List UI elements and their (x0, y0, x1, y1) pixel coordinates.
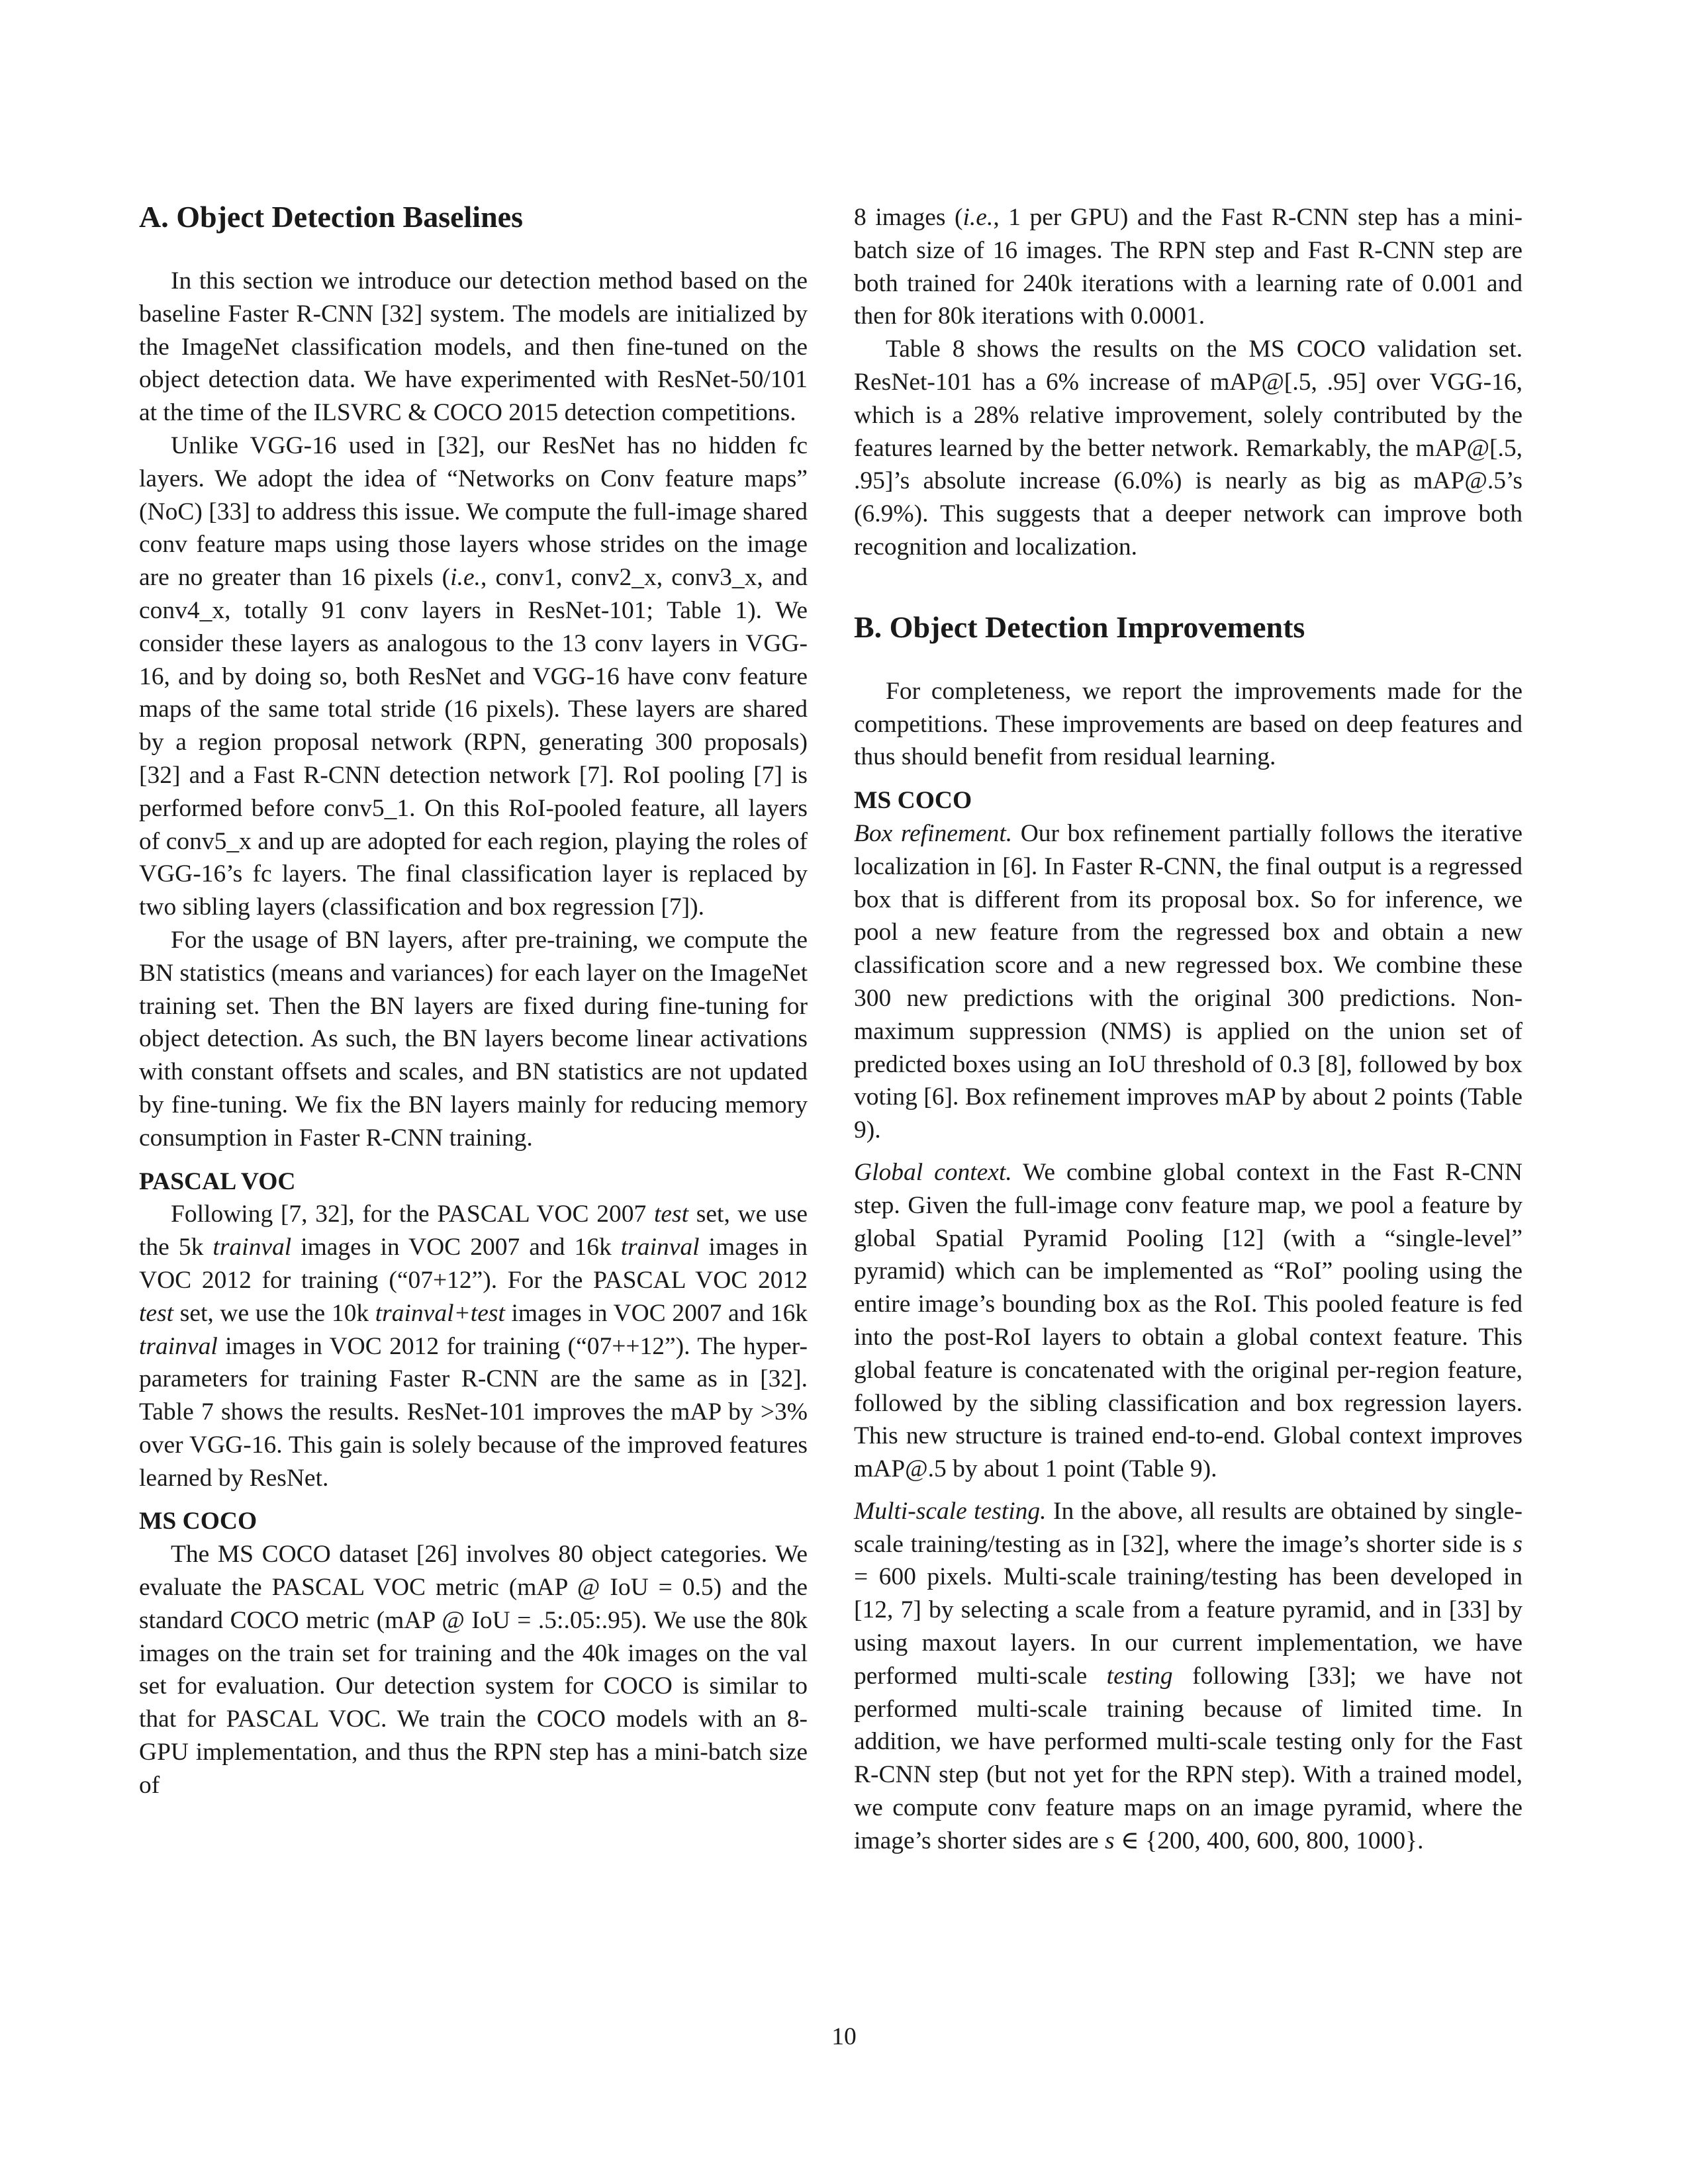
section-a-title: A. Object Detection Baselines (139, 200, 523, 234)
paragraph-continued: 8 images (i.e., 1 per GPU) and the Fast R-CNN step has a mini-batch size of 16 images. The RPN step and Fast R-CNN step are both trained for 240k iterations with a learning rate of 0.001 and then for 80k iterations with 0.0001. (854, 204, 1523, 330)
paragraph-multi-scale-testing: Multi-scale testing. In the above, all results are obtained by single-scale training/testing as in [32], where the image’s shorter side is s = 600 pixels. Multi-scale training/testing has been developed in [12, 7] by selecting a scale from a feature pyramid, and in [33] by using maxout layers. In our current implementation, we have performed multi-scale testing following [33]; we have not performed multi-scale training because of limited time. In addition, we have performed multi-scale testing only for the Fast R-CNN step (but not yet for the RPN step). With a trained model, we compute conv feature maps on an image pyramid, where the image’s shorter sides are s ∈ {200, 400, 600, 800, 1000}. (854, 1497, 1523, 1854)
right-column (854, 201, 1523, 1858)
ms-coco-heading-right: MS COCO (854, 787, 972, 815)
paragraph-pascal-voc: Following [7, 32], for the PASCAL VOC 2007 test set, we use the 5k trainval images in VOC 2007 and 16k trainval images in VOC 2012 for training (“07+12”). For the PASCAL VOC 2012 test set, we use the 10k trainval+test images in VOC 2007 and 16k trainval images in VOC 2012 for training (“07++12”). The hyper-parameters for training Faster R-CNN are the same as in [32]. Table 7 shows the results. ResNet-101 improves the mAP by >3% over VGG-16. This gain is solely because of the improved features learned by ResNet. (139, 1201, 808, 1492)
multi-scale-testing-label: Multi-scale testing. (854, 1497, 1047, 1525)
paragraph-ms-coco: The MS COCO dataset [26] involves 80 object categories. We evaluate the PASCAL VOC metric (mAP @ IoU = 0.5) and the standard COCO metric (mAP @ IoU = .5:.05:.95). We use the 80k images on the train set for training and the 40k images on the val set for evaluation. Our detection system for COCO is similar to that for PASCAL VOC. We train the COCO models with an 8-GPU implementation, and thus the RPN step has a mini-batch size of (139, 1541, 808, 1799)
paragraph-box-refinement: Box refinement. Our box refinement partially follows the iterative localization in [6]. In Faster R-CNN, the final output is a regressed box that is different from its proposal box. So for inference, we pool a new feature from the regressed box and obtain a new classification score and a new regressed box. We combine these 300 new predictions with the original 300 predictions. Non-maximum suppression (NMS) is applied on the union set of predicted boxes using an IoU threshold of 0.3 [8], followed by box voting [6]. Box refinement improves mAP by about 2 points (Table 9). (854, 819, 1523, 1144)
paragraph-noc: Unlike VGG-16 used in [32], our ResNet has no hidden fc layers. We adopt the idea of “Networks on Conv feature maps” (NoC) [33] to address this issue. We compute the full-image shared conv feature maps using those layers whose strides on the image are no greater than 16 pixels (i.e., conv1, conv2_x, conv3_x, and conv4_x, totally 91 conv layers in ResNet-101; Table 1). We consider these layers as analogous to the 13 conv layers in VGG-16, and by doing so, both ResNet and VGG-16 have conv feature maps of the same total stride (16 pixels). These layers are shared by a region proposal network (RPN, generating 300 proposals) [32] and a Fast R-CNN detection network [7]. RoI pooling [7] is performed before conv5_1. On this RoI-pooled feature, all layers of conv5_x and up are adopted for each region, playing the roles of VGG-16’s fc layers. The final classification layer is replaced by two sibling layers (classification and box regression [7]). (139, 432, 808, 921)
paragraph-intro: In this section we introduce our detection method based on the baseline Faster R-CNN [32] system. The models are initialized by the ImageNet classification models, and then fine-tuned on the object detection data. We have experimented with ResNet-50/101 at the time of the ILSVRC & COCO 2015 detection competitions. (139, 267, 808, 427)
left-column (139, 199, 808, 1802)
paragraph-global-context: Global context. We combine global context in the Fast R-CNN step. Given the full-image conv feature map, we pool a feature by global Spatial Pyramid Pooling [12] (with a “single-level” pyramid) which can be implemented as “RoI” pooling using the entire image’s bounding box as the RoI. This pooled feature is fed into the post-RoI layers to obtain a global context feature. This global feature is concatenated with the original per-region feature, followed by the sibling classification and box regression layers. This new structure is trained end-to-end. Global context improves mAP@.5 by about 1 point (Table 9). (854, 1158, 1523, 1483)
pascal-voc-heading: PASCAL VOC (139, 1167, 296, 1195)
global-context-label: Global context. (854, 1158, 1012, 1186)
paragraph-improvements-intro: For completeness, we report the improvements made for the competitions. These improvements are based on deep features and thus should benefit from residual learning. (854, 677, 1523, 771)
section-b-title: B. Object Detection Improvements (854, 610, 1305, 644)
page-number: 10 (831, 2023, 857, 2050)
paragraph-table8: Table 8 shows the results on the MS COCO validation set. ResNet-101 has a 6% increase of mAP@[.5, .95] over VGG-16, which is a 28% relative improvement, solely contributed by the features learned by the better network. Remarkably, the mAP@[.5, .95]’s absolute increase (6.0%) is nearly as big as mAP@.5’s (6.9%). This suggests that a deeper network can improve both recognition and localization. (854, 336, 1523, 561)
box-refinement-label: Box refinement. (854, 819, 1013, 847)
ms-coco-heading-left: MS COCO (139, 1508, 258, 1535)
paragraph-bn-layers: For the usage of BN layers, after pre-training, we compute the BN statistics (means and variances) for each layer on the ImageNet training set. Then the BN layers are fixed during fine-tuning for object detection. As such, the BN layers become linear activations with constant offsets and scales, and BN statistics are not updated by fine-tuning. We fix the BN layers mainly for reducing memory consumption in Faster R-CNN training. (139, 926, 808, 1152)
